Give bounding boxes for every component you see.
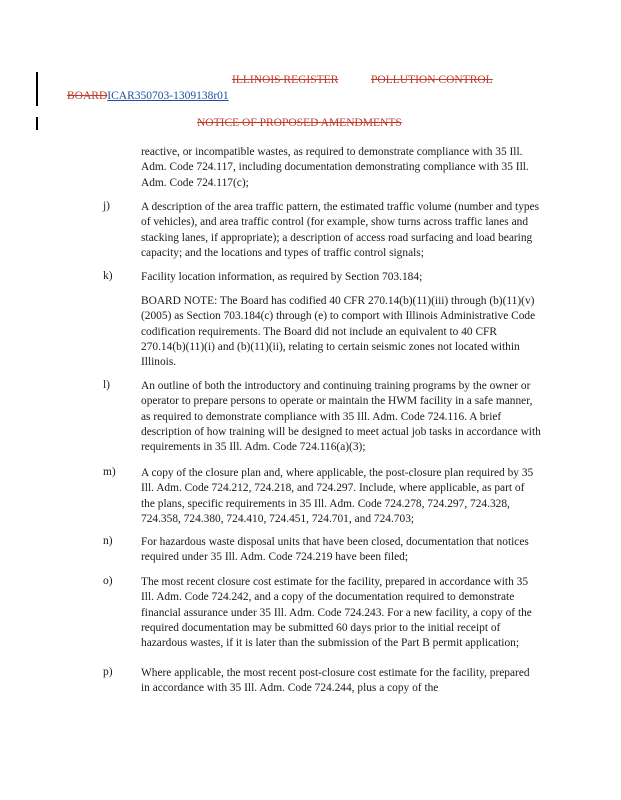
item-label-o: o) (103, 575, 113, 587)
item-label-p: p) (103, 666, 113, 678)
board-inserted: ICAR350703-1309138r01 (107, 90, 229, 102)
item-label-m: m) (103, 466, 116, 478)
item-text-m: A copy of the closure plan and, where applicable, the post-closure plan required by 35 Ill. Adm. Code 724.212, 724.218, and 724.297. Include, where applicable, as part of the plans, specific requirements in 35 Ill. Adm. Code 724.278, 724.297, 724.328, 724.358, 724.380, 724.410, 724.451, 724.701, and 724.703; (141, 467, 534, 525)
item-text-o: The most recent closure cost estimate for the facility, prepared in accordance with 35 Ill. Adm. Code 724.242, and a copy of the documentation required to demonstrate financial assurance under 35 Ill. Adm. Code 724.243. For a new facility, a copy of the required documentation may be submitted 60 days prior to the initial receipt of hazardous wastes, if it is later than the submission of the Part B permit application; (141, 576, 532, 650)
item-text-l: An outline of both the introductory and continuing training programs by the owner or operator to prepare persons to operate or maintain the HWM facility in a safe manner, as required to demonstrate compliance with 35 Ill. Adm. Code 724.116. A brief description of how training will be designed to meet actual job tasks in accordance with requirements in 35 Ill. Adm. Code 724.116(a)(3); (141, 380, 541, 454)
continuation-text: reactive, or incompatible wastes, as required to demonstrate compliance with 35 Ill. Adm. Code 724.117, including documentation demonstrating compliance with 35 Ill. Adm. Code 724.117(c); (141, 146, 529, 189)
item-text-p: Where applicable, the most recent post-closure cost estimate for the facility, prepared in accordance with 35 Ill. Adm. Code 724.244, plus a copy of the (141, 667, 530, 695)
item-text-j: A description of the area traffic pattern, the estimated traffic volume (number and types of vehicles), and area traffic control (for example, show turns across traffic lanes and stacking lanes, if appropriate); a description of access road surfacing and load bearing capacity; and the locations and types of traffic control signals; (141, 201, 540, 259)
register-title: ILLINOIS REGISTER (232, 74, 339, 86)
document-id (67, 90, 229, 102)
notice-title: NOTICE OF PROPOSED AMENDMENTS (197, 117, 402, 129)
board-deleted: BOARD (67, 90, 108, 102)
change-bar-top (36, 72, 38, 106)
item-label-n: n) (103, 535, 113, 547)
item-label-k: k) (103, 270, 113, 282)
board-note: BOARD NOTE: The Board has codified 40 CFR 270.14(b)(11)(iii) through (b)(11)(v) (2005) as Section 703.184(c) through (e) to comport with Illinois Administrative Code codification requirements. The Board did not include an equivalent to 40 CFR 270.14(b)(11)(i) and (b)(11)(ii), relating to certain seismic zones not located within Illinois. (141, 295, 536, 369)
agency-title: POLLUTION CONTROL (371, 74, 493, 86)
item-label-j: j) (103, 200, 110, 212)
item-text-k: Facility location information, as required by Section 703.184; (141, 271, 423, 283)
item-label-l: l) (103, 379, 110, 391)
change-bar-notice (36, 117, 38, 130)
item-text-n: For hazardous waste disposal units that have been closed, documentation that notices required under 35 Ill. Adm. Code 724.219 have been filed; (141, 536, 529, 564)
